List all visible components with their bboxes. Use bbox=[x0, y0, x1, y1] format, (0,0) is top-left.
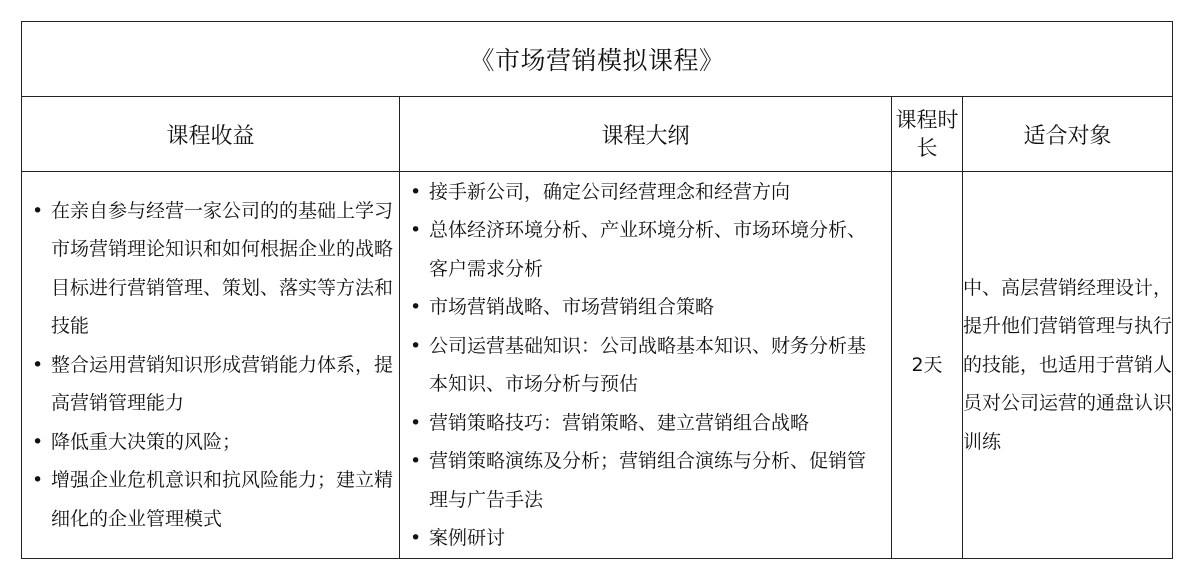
benefits-cell bbox=[22, 172, 400, 559]
header-audience: 适合对象 bbox=[963, 97, 1173, 172]
outline-cell bbox=[400, 172, 892, 559]
outline-item: • 接手新公司，确定公司经营理念和经营方向 bbox=[403, 173, 881, 212]
outline-list bbox=[400, 173, 891, 558]
benefits-list bbox=[22, 192, 399, 539]
header-row bbox=[22, 97, 1173, 172]
audience-text: 中、高层营销经理设计，提升他们营销管理与执行的技能，也适用于营销人员对公司运营的通盘认识训练 bbox=[963, 172, 1173, 559]
benefit-item: • 在亲自参与经营一家公司的的基础上学习市场营销理论知识和如何根据企业的战略目标进行营销管理、策划、落实等方法和技能 bbox=[25, 192, 395, 346]
header-benefits: 课程收益 bbox=[22, 97, 400, 172]
outline-item: • 市场营销战略、市场营销组合策略 bbox=[403, 288, 881, 327]
outline-item: • 总体经济环境分析、产业环境分析、市场环境分析、客户需求分析 bbox=[403, 211, 881, 288]
course-title: 《市场营销模拟课程》 bbox=[22, 22, 1173, 97]
benefit-item: • 增强企业危机意识和抗风险能力；建立精细化的企业管理模式 bbox=[25, 461, 395, 538]
header-duration: 课程时长 bbox=[892, 97, 963, 172]
benefit-item: • 整合运用营销知识形成营销能力体系，提高营销管理能力 bbox=[25, 346, 395, 423]
outline-item: • 案例研讨 bbox=[403, 519, 881, 558]
header-outline: 课程大纲 bbox=[400, 97, 892, 172]
course-table bbox=[21, 21, 1173, 559]
content-row bbox=[22, 172, 1173, 559]
title-row bbox=[22, 22, 1173, 97]
benefit-item: • 降低重大决策的风险； bbox=[25, 423, 395, 462]
outline-item: • 营销策略技巧：营销策略、建立营销组合战略 bbox=[403, 404, 881, 443]
outline-item: • 公司运营基础知识：公司战略基本知识、财务分析基本知识、市场分析与预估 bbox=[403, 327, 881, 404]
duration-value: 2天 bbox=[892, 172, 963, 559]
outline-item: • 营销策略演练及分析；营销组合演练与分析、促销管理与广告手法 bbox=[403, 442, 881, 519]
